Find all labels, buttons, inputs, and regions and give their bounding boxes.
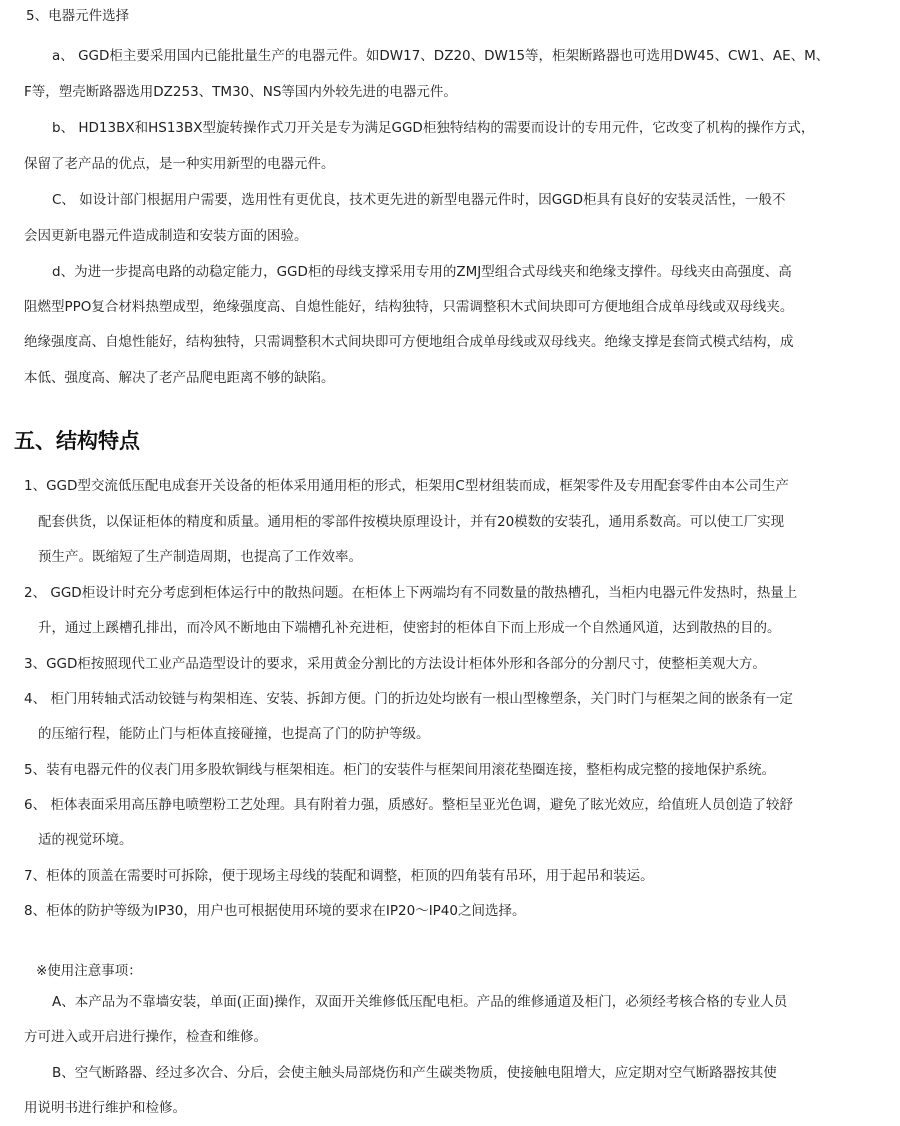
feature-2-line-1: 2、 GGD柜设计时充分考虑到柜体运行中的散热问题。在柜体上下两端均有不同数量的散热槽孔，当柜内电器元件发热时，热量上: [24, 585, 798, 601]
feature-5-line-1: 5、装有电器元件的仪表门用多股软铜线与框架相连。柜门的安装件与框架间用滚花垫圈连接，整柜构成完整的接地保护系统。: [24, 762, 776, 778]
item-b-line-1: b、 HD13BX和HS13BX型旋转操作式刀开关是专为满足GGD柜独特结构的需要而设计的专用元件，它改变了机构的操作方式，: [52, 120, 815, 136]
notes-title: ※使用注意事项：: [36, 963, 142, 979]
feature-1-line-1: 1、GGD型交流低压配电成套开关设备的柜体采用通用柜的形式，柜架用C型材组装而成，框架零件及专用配套零件由本公司生产: [24, 478, 789, 494]
item-d-line-2: 阻燃型PPO复合材料热塑成型，绝缘强度高、自熄性能好，结构独特，只需调整积木式间块即可方便地组合成单母线或双母线夹。: [24, 299, 794, 315]
section5-title: 5、电器元件选择: [26, 8, 130, 24]
item-c-line-2: 会因更新电器元件造成制造和安装方面的困验。: [24, 228, 308, 244]
section-heading: 五、结构特点: [14, 429, 140, 453]
item-d-line-4: 本低、强度高、解决了老产品爬电距离不够的缺陷。: [24, 370, 335, 386]
feature-3-line-1: 3、GGD柜按照现代工业产品造型设计的要求，采用黄金分割比的方法设计柜体外形和各部分的分割尺寸，使整柜美观大方。: [24, 656, 766, 672]
item-a-line-1: a、 GGD柜主要采用国内已能批量生产的电器元件。如DW17、DZ20、DW15等，柜架断路器也可选用DW45、CW1、AE、M、: [52, 48, 830, 64]
feature-4-line-1: 4、 柜门用转轴式活动铰链与构架相连、安装、拆卸方便。门的折边处均嵌有一根山型橡塑条，关门时门与框架之间的嵌条有一定: [24, 691, 793, 707]
feature-6-line-2: 适的视觉环境。: [38, 832, 133, 848]
note-a-line-1: A、本产品为不靠墙安装，单面(正面)操作，双面开关维修低压配电柜。产品的维修通道及柜门，必须经考核合格的专业人员: [52, 994, 788, 1010]
feature-2-line-2: 升，通过上蹊槽孔排出，而冷风不断地由下端槽孔补充进柜，使密封的柜体自下而上形成一个自然通风道，达到散热的目的。: [38, 620, 781, 636]
item-a-line-2: F等，塑壳断路器选用DZ253、TM30、NS等国内外较先进的电器元件。: [24, 84, 457, 100]
item-b-line-2: 保留了老产品的优点，是一种实用新型的电器元件。: [24, 156, 335, 172]
feature-1-line-2: 配套供货，以保证柜体的精度和质量。通用柜的零部件按模块原理设计，并有20模数的安装孔，通用系数高。可以使工厂实现: [38, 514, 785, 530]
feature-7-line-1: 7、柜体的顶盖在需要时可拆除，便于现场主母线的装配和调整，柜顶的四角装有吊环，用于起吊和装运。: [24, 868, 654, 884]
item-d-line-1: d、为进一步提高电路的动稳定能力，GGD柜的母线支撑采用专用的ZMJ型组合式母线夹和绝缘支撑件。母线夹由高强度、高: [52, 264, 792, 280]
feature-1-line-3: 预生产。既缩短了生产制造周期，也提高了工作效率。: [38, 549, 362, 565]
item-c-line-1: C、 如设计部门根据用户需要，选用性有更优良，技术更先进的新型电器元件时，因GGD柜具有良好的安装灵活性，一般不: [52, 192, 786, 208]
note-b-line-1: B、空气断路器、经过多次合、分后，会使主触头局部烧伤和产生碳类物质，使接触电阻增大，应定期对空气断路器按其使: [52, 1065, 777, 1081]
feature-6-line-1: 6、 柜体表面采用高压静电喷塑粉工艺处理。具有附着力强，质感好。整柜呈亚光色调，避免了眩光效应，给值班人员创造了较舒: [24, 797, 793, 813]
note-a-line-2: 方可进入或开启进行操作，检查和维修。: [24, 1029, 267, 1045]
note-b-line-2: 用说明书进行维护和检修。: [24, 1100, 186, 1116]
feature-4-line-2: 的压缩行程，能防止门与柜体直接碰撞，也提高了门的防护等级。: [38, 726, 430, 742]
item-d-line-3: 绝缘强度高、自熄性能好，结构独特，只需调整积木式间块即可方便地组合成单母线或双母线夹。绝缘支撑是套筒式模式结构，成: [24, 334, 794, 350]
feature-8-line-1: 8、柜体的防护等级为IP30，用户也可根据使用环境的要求在IP20～IP40之间选择。: [24, 903, 526, 919]
